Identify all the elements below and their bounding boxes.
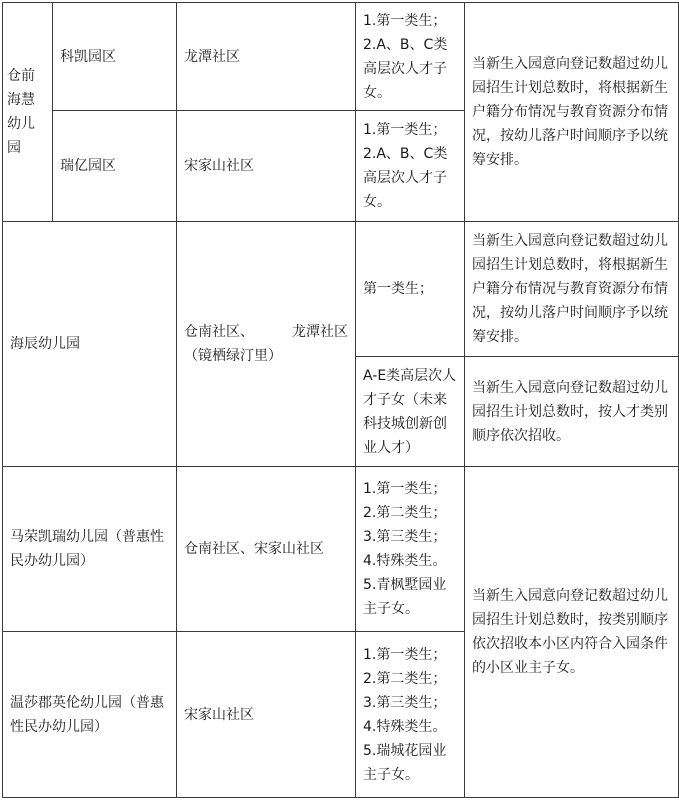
community-cell — [177, 632, 356, 798]
admission-rule: 当新生入园意向登记数超过幼儿园招生计划总数时，将根据新生户籍分布情况与教育资源分布情况，按幼儿落户时间顺序予以统筹安排。 — [472, 56, 668, 168]
rule-cell — [465, 467, 679, 798]
admission-rule: 当新生入园意向登记数超过幼儿园招生计划总数时，按人才类别顺序依次招收。 — [472, 379, 668, 444]
community-note: （镜栖绿汀里） — [184, 348, 282, 364]
community-cell — [177, 111, 356, 222]
community-name: 仓南社区、 — [184, 324, 254, 340]
campus-name: 科凯园区 — [60, 48, 116, 65]
criteria-cell — [356, 357, 465, 467]
community-cell — [177, 467, 356, 632]
community-cell — [177, 222, 356, 467]
criteria-item: 3.第三类生； — [363, 694, 447, 711]
criteria-cell — [356, 467, 465, 632]
criteria-cell — [356, 3, 465, 111]
school-name-cell — [3, 3, 53, 222]
admission-rule: 当新生入园意向登记数超过幼儿园招生计划总数时，将根据新生户籍分布情况与教育资源分布情况，按幼儿落户时间顺序予以统筹安排。 — [472, 233, 668, 345]
school-name: 温莎郡英伦幼儿园（普惠性民办幼儿园） — [10, 694, 164, 735]
criteria-item: 1.第一类生； — [363, 12, 447, 29]
criteria-item: 5.青枫墅园业主子女。 — [363, 577, 447, 617]
school-name: 马荣凯瑞幼儿园（普惠性民办幼儿园） — [10, 529, 164, 569]
criteria-item: 3.第三类生； — [363, 529, 447, 545]
community-name: 龙潭社区 — [184, 48, 240, 65]
school-name-cell — [3, 222, 177, 467]
rule-cell — [465, 357, 679, 467]
criteria-item: 4.特殊类生。 — [363, 553, 447, 569]
community-name: 龙潭社区 — [292, 324, 348, 340]
admission-rule: 当新生入园意向登记数超过幼儿园招生计划总数时，按类别顺序依次招收本小区内符合入园条件的小区业主子女。 — [472, 588, 668, 676]
community-line — [184, 320, 348, 344]
campus-cell — [53, 111, 177, 222]
criteria-item: 2.第二类生； — [363, 670, 447, 687]
community-name: 仓南社区、宋家山社区 — [184, 541, 324, 557]
criteria-item: 2.A、B、C类高层次人才子女。 — [363, 36, 448, 101]
school-name: 仓前海慧幼儿园 — [7, 68, 35, 156]
criteria-item: A-E类高层次人才子女（未来科技城创新创业人才） — [363, 367, 457, 456]
criteria-cell — [356, 632, 465, 798]
criteria-cell — [356, 222, 465, 357]
criteria-item: 1.第一类生； — [363, 481, 447, 497]
school-name-cell — [3, 632, 177, 798]
criteria-cell — [356, 111, 465, 222]
criteria-item: 2.第二类生； — [363, 505, 447, 521]
criteria-item: 第一类生； — [363, 281, 433, 297]
community-name: 宋家山社区 — [184, 158, 254, 174]
campus-cell — [53, 3, 177, 111]
community-name: 宋家山社区 — [184, 706, 254, 723]
community-cell — [177, 3, 356, 111]
criteria-item: 4.特殊类生。 — [363, 718, 447, 735]
campus-name: 瑞亿园区 — [60, 158, 116, 174]
table-row — [3, 3, 679, 111]
table-row — [3, 467, 679, 632]
table-row — [3, 222, 679, 357]
criteria-item: 1.第一类生； — [363, 646, 447, 663]
rule-cell — [465, 222, 679, 357]
criteria-item: 5.瑞城花园业主子女。 — [363, 742, 447, 783]
criteria-item: 1.第一类生； — [363, 122, 447, 138]
school-name-cell — [3, 467, 177, 632]
school-name: 海辰幼儿园 — [10, 336, 80, 352]
rule-cell — [465, 3, 679, 222]
kindergarten-enrollment-table — [2, 2, 679, 798]
criteria-item: 2.A、B、C类高层次人才子女。 — [363, 146, 448, 210]
